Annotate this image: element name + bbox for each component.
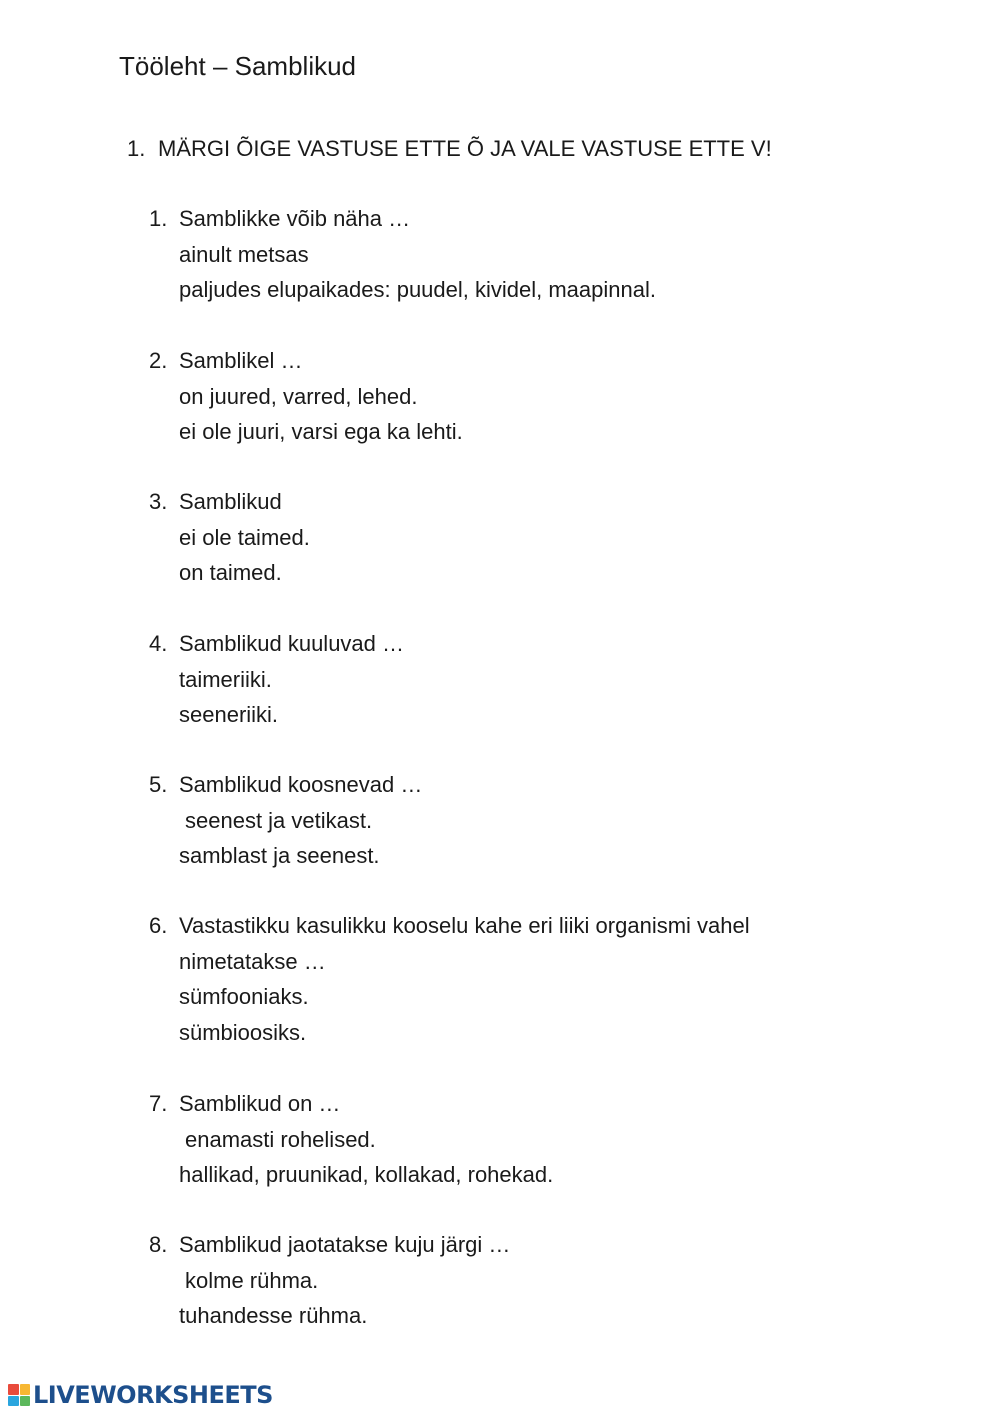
answer-option[interactable]: tuhandesse rühma. (179, 1303, 368, 1328)
question-text: Samblikud koosnevad … (179, 772, 423, 797)
answer-option[interactable]: seenest ja vetikast. (185, 807, 373, 833)
answer-option[interactable]: kolme rühma. (185, 1267, 319, 1293)
answer-option[interactable]: sümfooniaks. (179, 984, 309, 1009)
question-number: 6. (149, 913, 168, 938)
question-6 (149, 908, 750, 1050)
question-text: Samblikud (179, 489, 282, 514)
answer-option[interactable]: ainult metsas (179, 241, 309, 267)
question-text: Samblikud kuuluvad … (179, 631, 405, 656)
answer-option[interactable]: ei ole taimed. (179, 524, 310, 550)
answer-option[interactable]: samblast ja seenest. (179, 843, 380, 868)
instruction (127, 132, 772, 166)
answer-option[interactable]: paljudes elupaikades: puudel, kividel, maapinnal. (179, 277, 656, 302)
question-3 (149, 484, 310, 591)
answer-option[interactable]: ei ole juuri, varsi ega ka lehti. (179, 419, 463, 444)
question-number: 5. (149, 772, 168, 797)
question-5 (149, 767, 422, 874)
question-text: Samblikel … (179, 348, 303, 373)
question-4 (149, 626, 404, 733)
question-text: Samblikke võib näha … (179, 206, 411, 231)
question-number: 4. (149, 631, 168, 656)
question-text: Vastastikku kasulikku kooselu kahe eri liiki organismi vahel (179, 913, 750, 938)
question-number: 2. (149, 348, 168, 373)
question-text: Samblikud jaotatakse kuju järgi … (179, 1232, 511, 1257)
page-title: Tööleht – Samblikud (119, 51, 357, 81)
instruction-number: 1. (127, 136, 146, 161)
question-number: 3. (149, 489, 168, 514)
question-number: 1. (149, 206, 168, 231)
answer-option[interactable]: sümbioosiks. (179, 1019, 307, 1045)
answer-option[interactable]: seeneriiki. (179, 702, 279, 727)
question-text-continued: nimetatakse … (179, 948, 326, 974)
answer-option[interactable]: taimeriiki. (179, 666, 272, 692)
question-1 (149, 201, 656, 308)
question-text: Samblikud on … (179, 1091, 341, 1116)
question-7 (149, 1086, 553, 1193)
answer-option[interactable]: on taimed. (179, 560, 282, 585)
question-2 (149, 343, 463, 450)
liveworksheets-logo-icon (8, 1384, 30, 1406)
question-number: 8. (149, 1232, 168, 1257)
question-8 (149, 1227, 510, 1334)
answer-option[interactable]: on juured, varred, lehed. (179, 383, 418, 409)
liveworksheets-logo[interactable] (8, 1380, 273, 1410)
answer-option[interactable]: hallikad, pruunikad, kollakad, rohekad. (179, 1162, 554, 1187)
question-number: 7. (149, 1091, 168, 1116)
instruction-text: MÄRGI ÕIGE VASTUSE ETTE Õ JA VALE VASTUSE ETTE V! (158, 136, 772, 161)
answer-option[interactable]: enamasti rohelised. (185, 1126, 376, 1152)
logo-text: LIVEWORKSHEETS (33, 1381, 273, 1409)
